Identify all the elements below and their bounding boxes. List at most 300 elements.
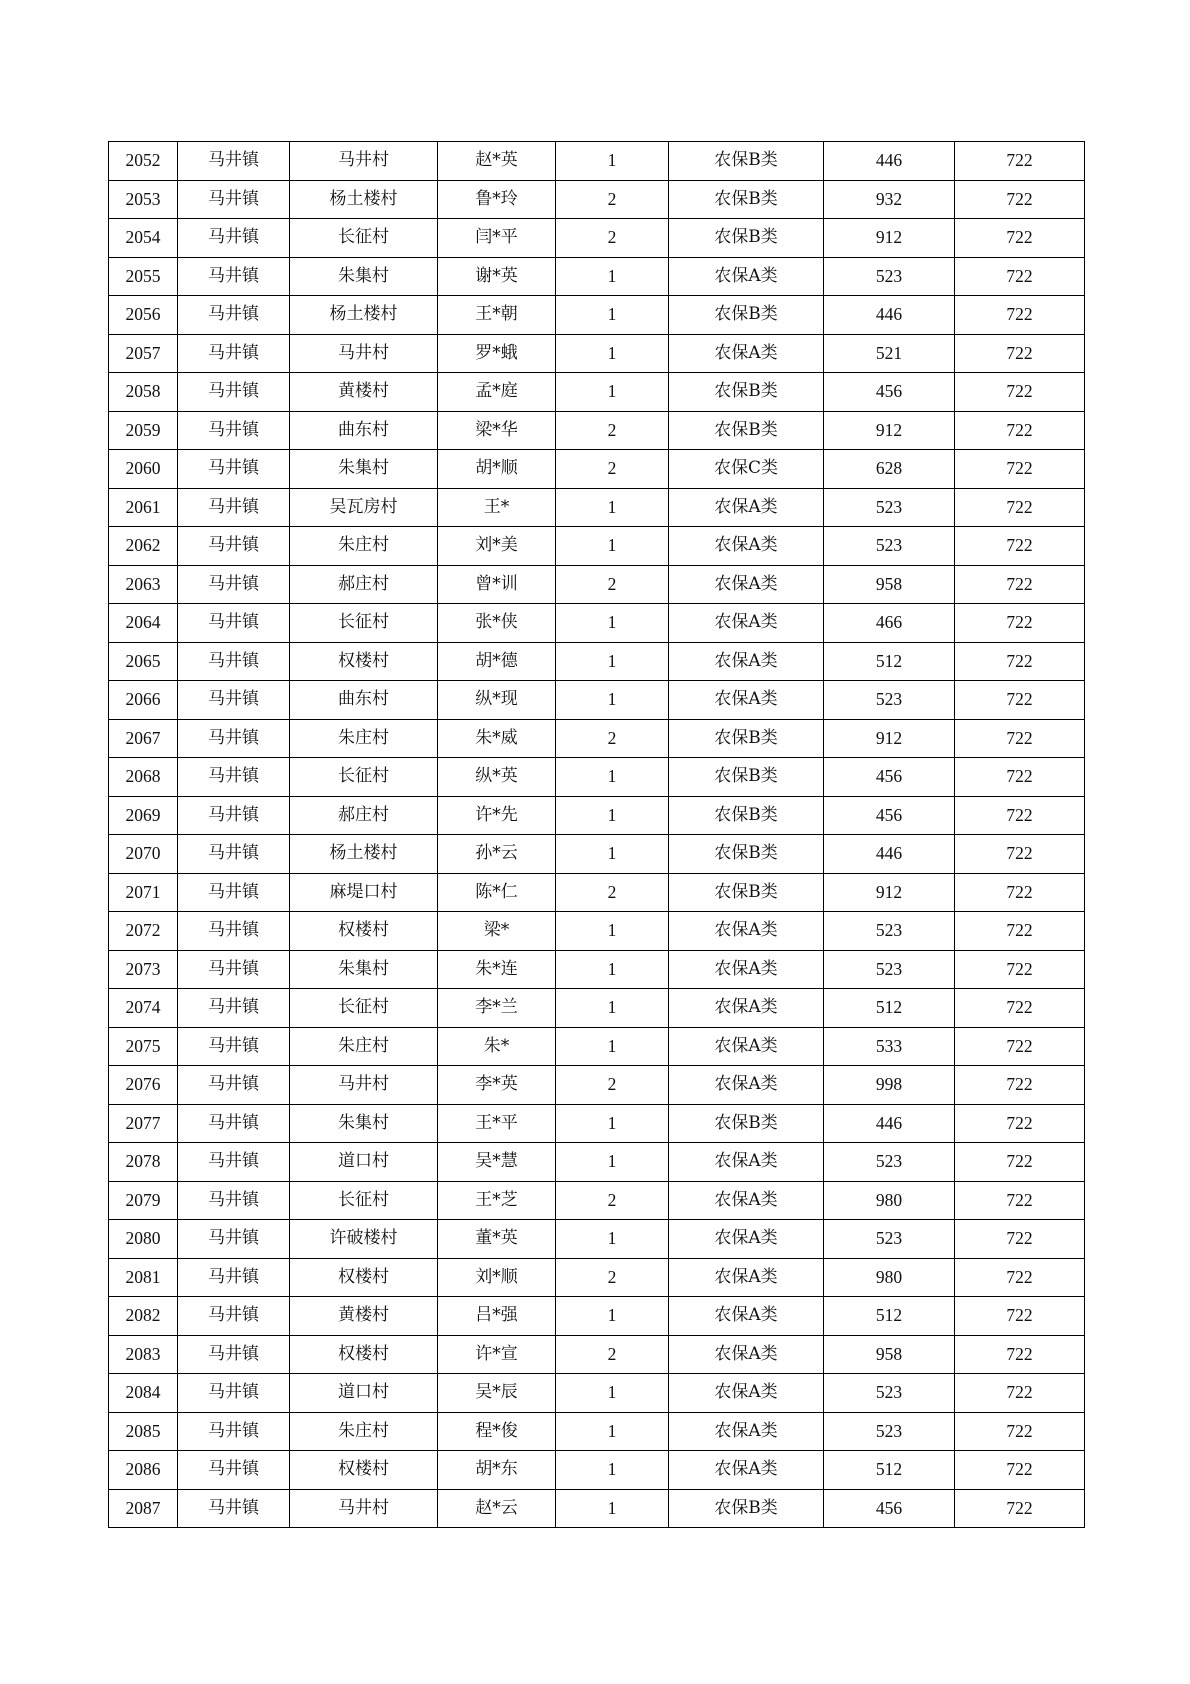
table-row (109, 873, 1085, 912)
town-cell: 马井镇 (178, 527, 290, 566)
town-cell: 马井镇 (178, 873, 290, 912)
household-size-cell: 2 (556, 219, 669, 258)
standard-cell: 722 (955, 873, 1085, 912)
table-row (109, 1412, 1085, 1451)
town-cell: 马井镇 (178, 642, 290, 681)
insurance-type-cell: 农保A类 (669, 681, 824, 720)
table-row (109, 1143, 1085, 1182)
town-cell: 马井镇 (178, 1027, 290, 1066)
household-size-cell: 1 (556, 758, 669, 797)
town-cell: 马井镇 (178, 758, 290, 797)
insurance-type-cell: 农保B类 (669, 1104, 824, 1143)
table-row (109, 142, 1085, 181)
town-cell: 马井镇 (178, 219, 290, 258)
name-cell: 梁*华 (438, 411, 556, 450)
village-cell: 权楼村 (290, 1451, 438, 1490)
village-cell: 马井村 (290, 142, 438, 181)
table-row (109, 989, 1085, 1028)
amount-cell: 456 (824, 373, 955, 412)
town-cell: 马井镇 (178, 180, 290, 219)
name-cell: 孟*庭 (438, 373, 556, 412)
household-size-cell: 2 (556, 450, 669, 489)
amount-cell: 446 (824, 142, 955, 181)
insurance-type-cell: 农保B类 (669, 142, 824, 181)
village-cell: 许破楼村 (290, 1220, 438, 1259)
table-row (109, 758, 1085, 797)
village-cell: 郝庄村 (290, 796, 438, 835)
town-cell: 马井镇 (178, 1412, 290, 1451)
standard-cell: 722 (955, 1220, 1085, 1259)
serial-number-cell: 2067 (109, 719, 178, 758)
town-cell: 马井镇 (178, 1335, 290, 1374)
town-cell: 马井镇 (178, 1451, 290, 1490)
name-cell: 朱*连 (438, 950, 556, 989)
name-cell: 董*英 (438, 1220, 556, 1259)
village-cell: 黄楼村 (290, 1297, 438, 1336)
insurance-type-cell: 农保A类 (669, 1181, 824, 1220)
serial-number-cell: 2070 (109, 835, 178, 874)
serial-number-cell: 2054 (109, 219, 178, 258)
standard-cell: 722 (955, 1066, 1085, 1105)
household-size-cell: 1 (556, 296, 669, 335)
village-cell: 黄楼村 (290, 373, 438, 412)
amount-cell: 912 (824, 411, 955, 450)
amount-cell: 446 (824, 296, 955, 335)
village-cell: 马井村 (290, 1066, 438, 1105)
village-cell: 朱集村 (290, 257, 438, 296)
amount-cell: 446 (824, 1104, 955, 1143)
village-cell: 曲东村 (290, 681, 438, 720)
amount-cell: 523 (824, 912, 955, 951)
table-row (109, 796, 1085, 835)
table-row (109, 373, 1085, 412)
serial-number-cell: 2057 (109, 334, 178, 373)
table-row (109, 1027, 1085, 1066)
insurance-type-cell: 农保B类 (669, 373, 824, 412)
name-cell: 李*英 (438, 1066, 556, 1105)
town-cell: 马井镇 (178, 334, 290, 373)
standard-cell: 722 (955, 1335, 1085, 1374)
town-cell: 马井镇 (178, 1104, 290, 1143)
serial-number-cell: 2068 (109, 758, 178, 797)
insurance-type-cell: 农保A类 (669, 1335, 824, 1374)
standard-cell: 722 (955, 1104, 1085, 1143)
household-size-cell: 2 (556, 1066, 669, 1105)
insurance-type-cell: 农保B类 (669, 873, 824, 912)
town-cell: 马井镇 (178, 1297, 290, 1336)
name-cell: 王*朝 (438, 296, 556, 335)
name-cell: 胡*顺 (438, 450, 556, 489)
name-cell: 胡*东 (438, 1451, 556, 1490)
name-cell: 张*侠 (438, 604, 556, 643)
insurance-type-cell: 农保B类 (669, 219, 824, 258)
standard-cell: 722 (955, 219, 1085, 258)
town-cell: 马井镇 (178, 142, 290, 181)
insurance-type-cell: 农保B类 (669, 796, 824, 835)
standard-cell: 722 (955, 1489, 1085, 1528)
table-row (109, 488, 1085, 527)
table-row (109, 1297, 1085, 1336)
insurance-type-cell: 农保B类 (669, 758, 824, 797)
serial-number-cell: 2066 (109, 681, 178, 720)
household-size-cell: 1 (556, 142, 669, 181)
serial-number-cell: 2078 (109, 1143, 178, 1182)
name-cell: 罗*蛾 (438, 334, 556, 373)
household-size-cell: 2 (556, 180, 669, 219)
amount-cell: 523 (824, 950, 955, 989)
serial-number-cell: 2077 (109, 1104, 178, 1143)
amount-cell: 523 (824, 1143, 955, 1182)
amount-cell: 628 (824, 450, 955, 489)
insurance-type-cell: 农保B类 (669, 296, 824, 335)
name-cell: 梁* (438, 912, 556, 951)
town-cell: 马井镇 (178, 835, 290, 874)
village-cell: 马井村 (290, 1489, 438, 1528)
amount-cell: 446 (824, 835, 955, 874)
town-cell: 马井镇 (178, 1258, 290, 1297)
household-size-cell: 1 (556, 950, 669, 989)
town-cell: 马井镇 (178, 1066, 290, 1105)
village-cell: 道口村 (290, 1143, 438, 1182)
name-cell: 纵*英 (438, 758, 556, 797)
table-row (109, 219, 1085, 258)
name-cell: 纵*现 (438, 681, 556, 720)
amount-cell: 912 (824, 873, 955, 912)
table-row (109, 950, 1085, 989)
insurance-type-cell: 农保A类 (669, 1220, 824, 1259)
household-size-cell: 1 (556, 989, 669, 1028)
standard-cell: 722 (955, 989, 1085, 1028)
town-cell: 马井镇 (178, 796, 290, 835)
serial-number-cell: 2073 (109, 950, 178, 989)
insurance-type-cell: 农保A类 (669, 642, 824, 681)
amount-cell: 533 (824, 1027, 955, 1066)
town-cell: 马井镇 (178, 565, 290, 604)
name-cell: 王*芝 (438, 1181, 556, 1220)
household-size-cell: 1 (556, 257, 669, 296)
household-size-cell: 1 (556, 1451, 669, 1490)
standard-cell: 722 (955, 527, 1085, 566)
household-size-cell: 2 (556, 565, 669, 604)
insurance-type-cell: 农保A类 (669, 989, 824, 1028)
name-cell: 李*兰 (438, 989, 556, 1028)
serial-number-cell: 2083 (109, 1335, 178, 1374)
name-cell: 鲁*玲 (438, 180, 556, 219)
name-cell: 孙*云 (438, 835, 556, 874)
table-row (109, 1489, 1085, 1528)
amount-cell: 523 (824, 1374, 955, 1413)
name-cell: 朱*威 (438, 719, 556, 758)
village-cell: 朱庄村 (290, 1027, 438, 1066)
town-cell: 马井镇 (178, 1220, 290, 1259)
serial-number-cell: 2086 (109, 1451, 178, 1490)
town-cell: 马井镇 (178, 488, 290, 527)
amount-cell: 523 (824, 681, 955, 720)
household-size-cell: 1 (556, 1412, 669, 1451)
household-size-cell: 1 (556, 912, 669, 951)
standard-cell: 722 (955, 373, 1085, 412)
village-cell: 朱集村 (290, 450, 438, 489)
table-row (109, 1258, 1085, 1297)
household-size-cell: 2 (556, 411, 669, 450)
serial-number-cell: 2085 (109, 1412, 178, 1451)
amount-cell: 998 (824, 1066, 955, 1105)
town-cell: 马井镇 (178, 1181, 290, 1220)
household-size-cell: 1 (556, 642, 669, 681)
insurance-type-cell: 农保A类 (669, 1374, 824, 1413)
table-row (109, 604, 1085, 643)
amount-cell: 466 (824, 604, 955, 643)
serial-number-cell: 2058 (109, 373, 178, 412)
town-cell: 马井镇 (178, 296, 290, 335)
household-size-cell: 1 (556, 835, 669, 874)
amount-cell: 932 (824, 180, 955, 219)
table-row (109, 565, 1085, 604)
standard-cell: 722 (955, 565, 1085, 604)
table-row (109, 450, 1085, 489)
name-cell: 闫*平 (438, 219, 556, 258)
data-table (108, 141, 1085, 1528)
village-cell: 长征村 (290, 758, 438, 797)
town-cell: 马井镇 (178, 719, 290, 758)
amount-cell: 456 (824, 796, 955, 835)
serial-number-cell: 2081 (109, 1258, 178, 1297)
standard-cell: 722 (955, 488, 1085, 527)
household-size-cell: 1 (556, 1220, 669, 1259)
town-cell: 马井镇 (178, 989, 290, 1028)
serial-number-cell: 2082 (109, 1297, 178, 1336)
amount-cell: 521 (824, 334, 955, 373)
standard-cell: 722 (955, 1258, 1085, 1297)
household-size-cell: 2 (556, 1335, 669, 1374)
standard-cell: 722 (955, 1297, 1085, 1336)
serial-number-cell: 2075 (109, 1027, 178, 1066)
insurance-type-cell: 农保B类 (669, 719, 824, 758)
village-cell: 道口村 (290, 1374, 438, 1413)
amount-cell: 512 (824, 989, 955, 1028)
standard-cell: 722 (955, 950, 1085, 989)
standard-cell: 722 (955, 835, 1085, 874)
table-row (109, 1335, 1085, 1374)
village-cell: 杨土楼村 (290, 296, 438, 335)
name-cell: 赵*英 (438, 142, 556, 181)
village-cell: 长征村 (290, 219, 438, 258)
town-cell: 马井镇 (178, 950, 290, 989)
amount-cell: 512 (824, 642, 955, 681)
serial-number-cell: 2063 (109, 565, 178, 604)
household-size-cell: 1 (556, 1489, 669, 1528)
name-cell: 吕*强 (438, 1297, 556, 1336)
name-cell: 许*宣 (438, 1335, 556, 1374)
standard-cell: 722 (955, 1374, 1085, 1413)
town-cell: 马井镇 (178, 450, 290, 489)
household-size-cell: 1 (556, 1104, 669, 1143)
serial-number-cell: 2079 (109, 1181, 178, 1220)
insurance-type-cell: 农保A类 (669, 565, 824, 604)
table-row (109, 1374, 1085, 1413)
insurance-type-cell: 农保A类 (669, 950, 824, 989)
household-size-cell: 1 (556, 1027, 669, 1066)
standard-cell: 722 (955, 1181, 1085, 1220)
amount-cell: 523 (824, 1412, 955, 1451)
name-cell: 吴*辰 (438, 1374, 556, 1413)
village-cell: 麻堤口村 (290, 873, 438, 912)
household-size-cell: 1 (556, 527, 669, 566)
name-cell: 刘*美 (438, 527, 556, 566)
serial-number-cell: 2069 (109, 796, 178, 835)
insurance-type-cell: 农保A类 (669, 1451, 824, 1490)
name-cell: 胡*德 (438, 642, 556, 681)
insurance-type-cell: 农保B类 (669, 835, 824, 874)
amount-cell: 456 (824, 758, 955, 797)
serial-number-cell: 2072 (109, 912, 178, 951)
serial-number-cell: 2053 (109, 180, 178, 219)
table-row (109, 1066, 1085, 1105)
standard-cell: 722 (955, 1412, 1085, 1451)
household-size-cell: 2 (556, 1258, 669, 1297)
village-cell: 权楼村 (290, 1258, 438, 1297)
household-size-cell: 1 (556, 796, 669, 835)
insurance-type-cell: 农保A类 (669, 334, 824, 373)
town-cell: 马井镇 (178, 1489, 290, 1528)
household-size-cell: 1 (556, 334, 669, 373)
insurance-type-cell: 农保A类 (669, 604, 824, 643)
village-cell: 朱庄村 (290, 1412, 438, 1451)
amount-cell: 456 (824, 1489, 955, 1528)
standard-cell: 722 (955, 681, 1085, 720)
amount-cell: 523 (824, 1220, 955, 1259)
serial-number-cell: 2061 (109, 488, 178, 527)
table-row (109, 296, 1085, 335)
name-cell: 曾*训 (438, 565, 556, 604)
village-cell: 杨土楼村 (290, 180, 438, 219)
serial-number-cell: 2056 (109, 296, 178, 335)
household-size-cell: 1 (556, 373, 669, 412)
village-cell: 吴瓦房村 (290, 488, 438, 527)
table-row (109, 719, 1085, 758)
standard-cell: 722 (955, 642, 1085, 681)
village-cell: 朱庄村 (290, 527, 438, 566)
insurance-type-cell: 农保A类 (669, 1143, 824, 1182)
serial-number-cell: 2059 (109, 411, 178, 450)
amount-cell: 912 (824, 219, 955, 258)
insurance-type-cell: 农保B类 (669, 411, 824, 450)
table-body (109, 142, 1085, 1528)
insurance-type-cell: 农保A类 (669, 488, 824, 527)
amount-cell: 958 (824, 1335, 955, 1374)
serial-number-cell: 2055 (109, 257, 178, 296)
standard-cell: 722 (955, 719, 1085, 758)
amount-cell: 523 (824, 527, 955, 566)
insurance-type-cell: 农保A类 (669, 1066, 824, 1105)
table-row (109, 681, 1085, 720)
table-row (109, 835, 1085, 874)
amount-cell: 512 (824, 1297, 955, 1336)
serial-number-cell: 2074 (109, 989, 178, 1028)
insurance-type-cell: 农保A类 (669, 912, 824, 951)
village-cell: 长征村 (290, 604, 438, 643)
name-cell: 王*平 (438, 1104, 556, 1143)
household-size-cell: 1 (556, 1297, 669, 1336)
serial-number-cell: 2076 (109, 1066, 178, 1105)
standard-cell: 722 (955, 450, 1085, 489)
serial-number-cell: 2052 (109, 142, 178, 181)
household-size-cell: 2 (556, 719, 669, 758)
household-size-cell: 1 (556, 1374, 669, 1413)
town-cell: 马井镇 (178, 604, 290, 643)
serial-number-cell: 2087 (109, 1489, 178, 1528)
table-row (109, 1451, 1085, 1490)
standard-cell: 722 (955, 1027, 1085, 1066)
table-row (109, 180, 1085, 219)
name-cell: 王* (438, 488, 556, 527)
household-size-cell: 1 (556, 604, 669, 643)
town-cell: 马井镇 (178, 411, 290, 450)
amount-cell: 512 (824, 1451, 955, 1490)
village-cell: 权楼村 (290, 1335, 438, 1374)
table-row (109, 257, 1085, 296)
town-cell: 马井镇 (178, 681, 290, 720)
serial-number-cell: 2080 (109, 1220, 178, 1259)
name-cell: 吴*慧 (438, 1143, 556, 1182)
name-cell: 赵*云 (438, 1489, 556, 1528)
insurance-type-cell: 农保A类 (669, 1027, 824, 1066)
village-cell: 马井村 (290, 334, 438, 373)
standard-cell: 722 (955, 1451, 1085, 1490)
insurance-type-cell: 农保B类 (669, 1489, 824, 1528)
name-cell: 刘*顺 (438, 1258, 556, 1297)
town-cell: 马井镇 (178, 912, 290, 951)
standard-cell: 722 (955, 796, 1085, 835)
amount-cell: 980 (824, 1258, 955, 1297)
table-row (109, 334, 1085, 373)
standard-cell: 722 (955, 758, 1085, 797)
amount-cell: 523 (824, 488, 955, 527)
amount-cell: 523 (824, 257, 955, 296)
insurance-type-cell: 农保A类 (669, 1297, 824, 1336)
standard-cell: 722 (955, 912, 1085, 951)
name-cell: 许*先 (438, 796, 556, 835)
village-cell: 曲东村 (290, 411, 438, 450)
village-cell: 朱集村 (290, 950, 438, 989)
insurance-type-cell: 农保A类 (669, 1258, 824, 1297)
table-row (109, 1104, 1085, 1143)
standard-cell: 722 (955, 411, 1085, 450)
serial-number-cell: 2062 (109, 527, 178, 566)
village-cell: 朱庄村 (290, 719, 438, 758)
name-cell: 朱* (438, 1027, 556, 1066)
town-cell: 马井镇 (178, 373, 290, 412)
household-size-cell: 1 (556, 488, 669, 527)
insurance-type-cell: 农保A类 (669, 527, 824, 566)
table-row (109, 912, 1085, 951)
insurance-type-cell: 农保A类 (669, 1412, 824, 1451)
amount-cell: 958 (824, 565, 955, 604)
town-cell: 马井镇 (178, 1143, 290, 1182)
name-cell: 程*俊 (438, 1412, 556, 1451)
standard-cell: 722 (955, 334, 1085, 373)
name-cell: 陈*仁 (438, 873, 556, 912)
household-size-cell: 2 (556, 1181, 669, 1220)
standard-cell: 722 (955, 1143, 1085, 1182)
village-cell: 朱集村 (290, 1104, 438, 1143)
village-cell: 长征村 (290, 989, 438, 1028)
household-size-cell: 2 (556, 873, 669, 912)
serial-number-cell: 2064 (109, 604, 178, 643)
serial-number-cell: 2065 (109, 642, 178, 681)
table-row (109, 642, 1085, 681)
serial-number-cell: 2084 (109, 1374, 178, 1413)
